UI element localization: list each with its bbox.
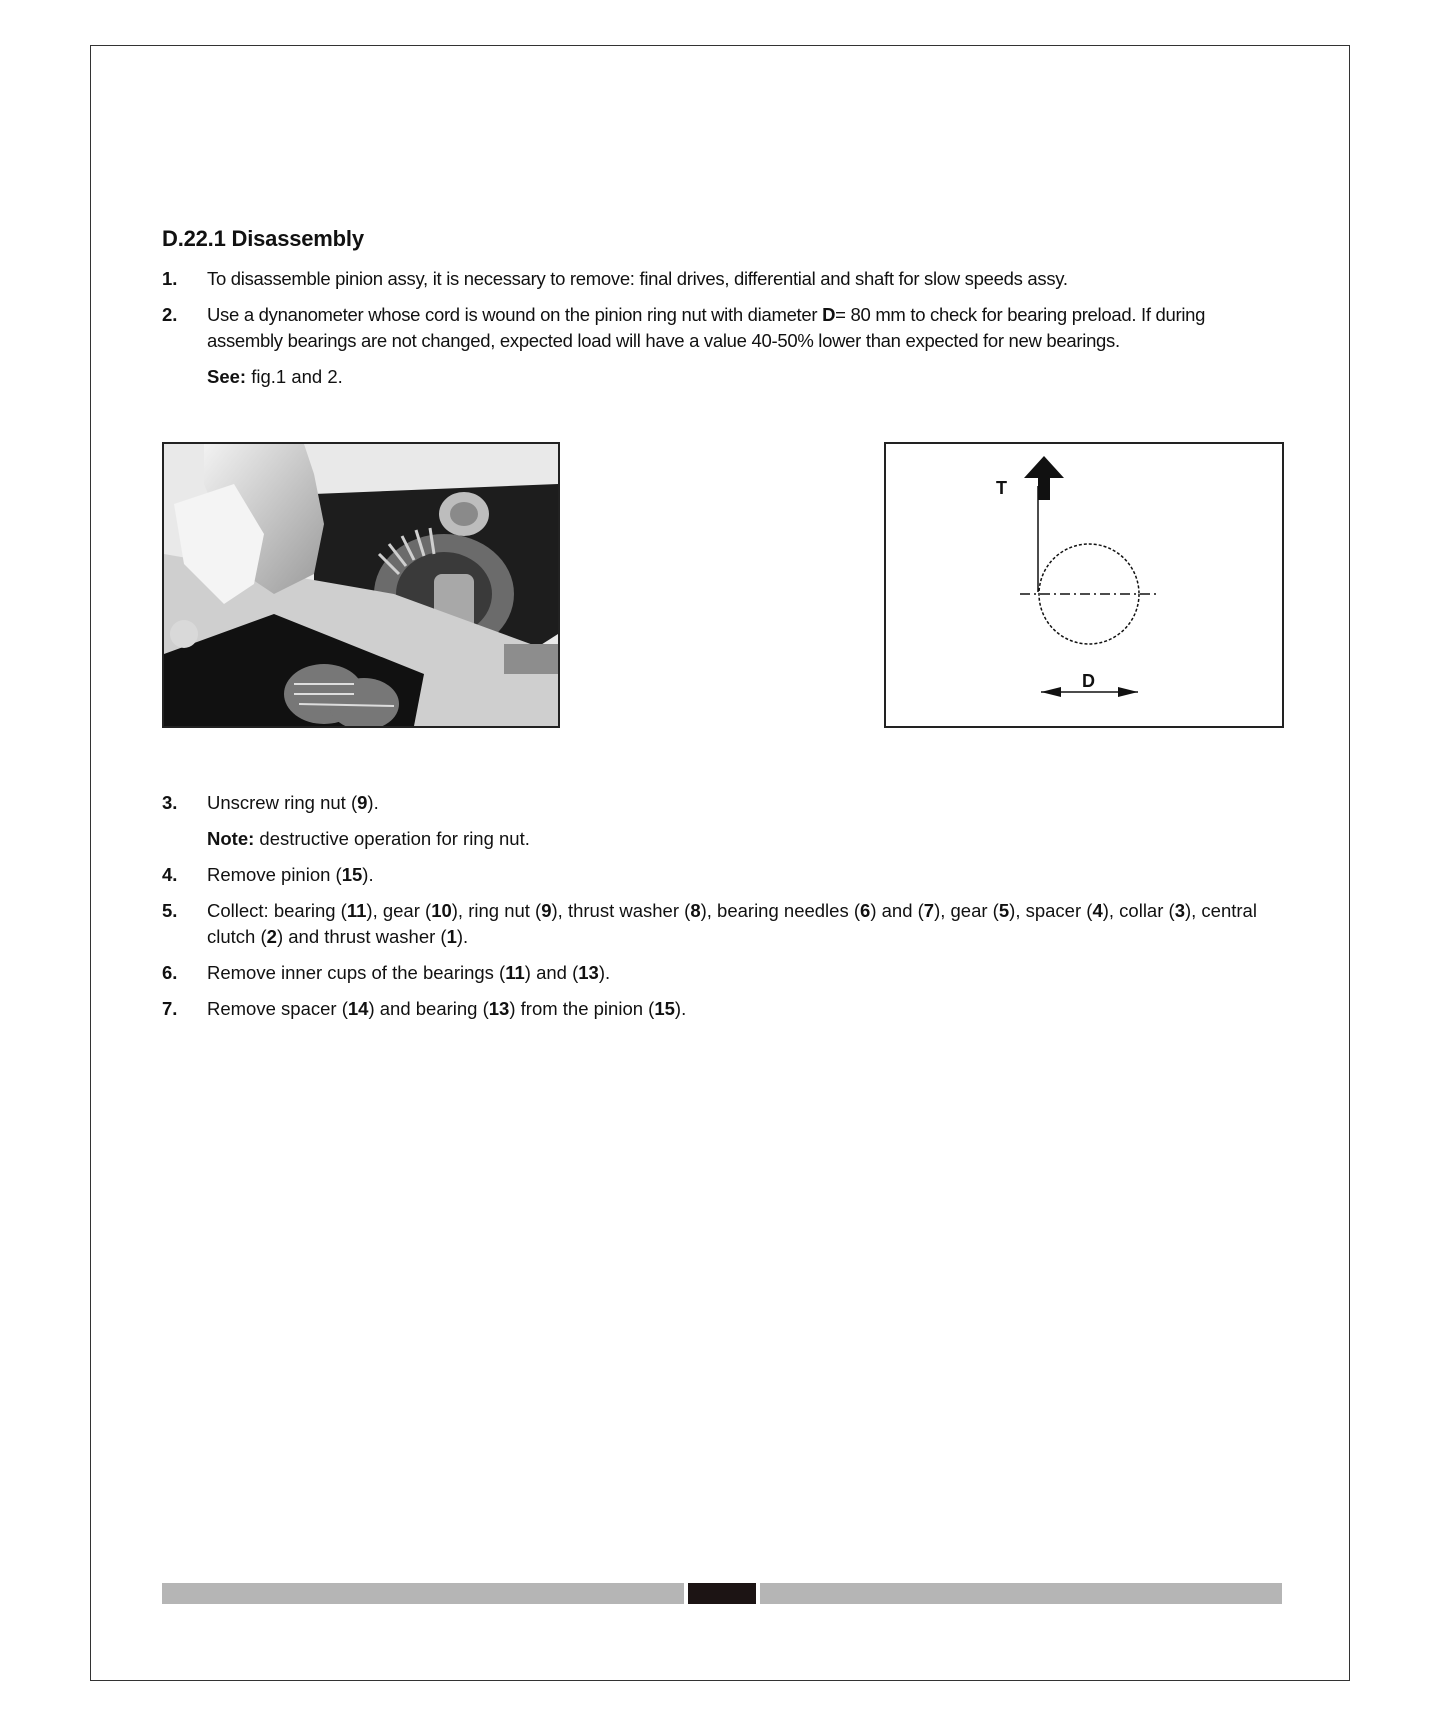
see-text: fig.1 and 2. [246, 366, 343, 387]
step-number: 6. [162, 962, 178, 983]
part-number: 1 [446, 926, 457, 947]
step-text-part: ), ring nut ( [451, 900, 542, 921]
step-text: To disassemble pinion assy, it is necessary to remove: final drives, differential and shaft for slow speeds assy. [207, 268, 1068, 289]
step-6 [162, 960, 1282, 986]
part-number: 15 [341, 864, 363, 885]
figure-2-diagram [884, 442, 1284, 728]
step-text-part: Remove pinion ( [207, 864, 342, 885]
step-text-part: ) and bearing ( [368, 998, 489, 1019]
step-text-part: ), bearing needles ( [700, 900, 861, 921]
part-number: 13 [578, 962, 599, 983]
see-reference [162, 364, 1282, 390]
part-number: 9 [541, 900, 552, 921]
note [162, 826, 1282, 852]
step-text-part: ) and ( [870, 900, 924, 921]
part-number: 2 [266, 926, 277, 947]
step-number: 7. [162, 998, 178, 1019]
part-number: 3 [1174, 900, 1185, 921]
step-text [207, 960, 1282, 986]
step-3 [162, 790, 1282, 816]
step-7 [162, 996, 1282, 1022]
step-4 [162, 862, 1282, 888]
step-text [207, 898, 1282, 950]
footer-page-marker [688, 1583, 756, 1604]
step-5 [162, 898, 1282, 950]
footer-bar-right [760, 1583, 1282, 1604]
part-number: 5 [998, 900, 1010, 921]
figure-1-photo [162, 442, 560, 728]
step-text-part: ). [362, 864, 374, 885]
section-heading: D.22.1 Disassembly [162, 226, 364, 251]
part-number: 11 [505, 962, 525, 983]
footer-bar-left [162, 1583, 684, 1604]
step-text-part: Use a dynanometer whose cord is wound on the pinion ring nut with diameter [207, 304, 823, 325]
step-number: 2. [162, 304, 178, 325]
step-2 [162, 302, 1282, 354]
step-number: 1. [162, 268, 178, 289]
page-content [162, 226, 1282, 1032]
step-text [207, 790, 1282, 816]
step-text-part: ) from the pinion ( [509, 998, 655, 1019]
step-text-part: = 80 mm to check for bearing preload. If during assembly bearings are not changed, expected load will have a value 40-50% lower than expected for new bearings. [207, 304, 1206, 351]
gearbox-photo-image [164, 444, 558, 726]
note-label: Note: [207, 828, 255, 849]
step-text-part: ) and ( [524, 962, 579, 983]
preload-diagram [886, 444, 1282, 726]
part-number: 15 [654, 998, 675, 1019]
step-text [207, 302, 1282, 354]
part-number: 4 [1092, 900, 1103, 921]
figures-row [162, 442, 1282, 728]
step-text-part: Collect: bearing ( [207, 900, 347, 921]
step-text-part: ). [598, 962, 611, 983]
step-text-part: ), thrust washer ( [551, 900, 691, 921]
label-t: T [996, 478, 1007, 498]
step-1 [162, 266, 1282, 292]
step-number: 5. [162, 900, 178, 921]
step-text [207, 996, 1282, 1022]
part-number: 6 [860, 900, 871, 921]
step-text-part: ), gear ( [934, 900, 999, 921]
step-text-part: Unscrew ring nut ( [207, 792, 358, 813]
step-text-bold: D [822, 304, 836, 325]
step-text-part: ) and thrust washer ( [276, 926, 447, 947]
part-number: 7 [923, 900, 935, 921]
note-text: destructive operation for ring nut. [254, 828, 530, 849]
label-d: D [1082, 671, 1095, 691]
part-number: 11 [346, 900, 367, 921]
step-text-part: ), collar ( [1102, 900, 1175, 921]
step-text-part: Remove spacer ( [207, 998, 348, 1019]
see-label: See: [207, 366, 247, 387]
step-text-part: ). [367, 792, 379, 813]
step-text-part: ), central clutch ( [207, 900, 1257, 947]
part-number: 8 [690, 900, 701, 921]
step-text-part: ), spacer ( [1009, 900, 1093, 921]
part-number: 13 [488, 998, 510, 1019]
step-number: 3. [162, 792, 178, 813]
step-text [207, 862, 1282, 888]
part-number: 9 [357, 792, 368, 813]
step-text-part: Remove inner cups of the bearings ( [207, 962, 506, 983]
step-text-part: ). [456, 926, 469, 947]
step-number: 4. [162, 864, 178, 885]
step-text-part: ). [674, 998, 687, 1019]
part-number: 10 [431, 900, 452, 921]
part-number: 14 [347, 998, 369, 1019]
step-text-part: ), gear ( [366, 900, 432, 921]
